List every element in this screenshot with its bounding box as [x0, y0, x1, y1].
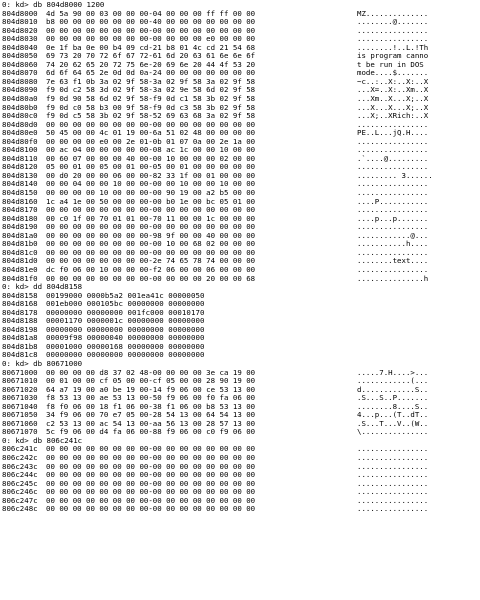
- memory-address: 806c245c: [2, 478, 38, 488]
- hex-bytes: 69 73 20 70 72 6f 67 72-61 6d 20 63 61 6e 6e 6f: [46, 51, 256, 61]
- ascii-column: is program canno: [357, 51, 429, 61]
- ascii-column: .S...S..P.......: [357, 393, 429, 403]
- hex-bytes: 00001000 00000168 00000000 00000000: [46, 341, 205, 351]
- ascii-column: ................: [357, 487, 429, 497]
- memory-address: 804d80b0: [2, 102, 38, 112]
- ascii-column: ................: [357, 34, 429, 44]
- memory-address: 806c244c: [2, 470, 38, 480]
- ascii-column: ................: [357, 495, 429, 505]
- hex-bytes: 34 f9 06 00 70 e7 05 00-28 54 13 00 64 54 13 00: [46, 410, 256, 420]
- memory-address: 806c241c: [2, 444, 38, 454]
- ascii-column: .S...T...V..(W..: [357, 418, 429, 428]
- memory-address: 804d8090: [2, 85, 38, 95]
- hex-bytes: 0e 1f ba 0e 00 b4 09 cd-21 b8 01 4c cd 21 54 68: [46, 42, 256, 52]
- memory-address: 80671070: [2, 427, 38, 437]
- memory-address: 804d8140: [2, 179, 38, 189]
- hex-bytes: 00 00 00 00 d8 37 02 48-00 00 00 00 3e ca 19 00: [46, 367, 256, 377]
- hex-bytes: 00 00 00 00 00 00 00 00-00 00 00 00 00 00 00 00: [46, 444, 256, 454]
- memory-address: 806c248c: [2, 504, 38, 514]
- hex-bytes: 00 00 00 00 00 00 00 00-00 00 00 00 00 00 00 00: [46, 504, 256, 514]
- ascii-column: ~c..:..X:..X:..X: [357, 76, 429, 86]
- ascii-column: 4...p...(T..dT..: [357, 410, 429, 420]
- memory-address: 804d8178: [2, 307, 38, 317]
- memory-address: 804d80a0: [2, 94, 38, 104]
- ascii-column: ........@.......: [357, 17, 429, 27]
- ascii-column: \...............: [357, 427, 429, 437]
- hex-bytes: 00 60 07 00 00 00 40 00-00 10 00 00 00 02 00 00: [46, 153, 256, 163]
- memory-address: 804d8170: [2, 205, 38, 215]
- ascii-column: ................: [357, 444, 429, 454]
- ascii-column: ...X;..XRich:..X: [357, 111, 429, 121]
- hex-bytes: 00 00 00 00 00 00 00 00-00 00 00 00 00 00 00 00: [46, 247, 256, 257]
- hex-bytes: f9 0d c0 58 b3 00 9f 58-f9 0d c3 58 3b 02 9f 58: [46, 102, 256, 112]
- memory-address: 804d8150: [2, 188, 38, 198]
- ascii-column: ................: [357, 25, 429, 35]
- memory-address: 80671020: [2, 384, 38, 394]
- memory-address: 804d80d0: [2, 119, 38, 129]
- ascii-column: ................: [357, 452, 429, 462]
- ascii-column: ................: [357, 247, 429, 257]
- hex-bytes: 00 00 00 00 00 00 00 00-00 00 00 00 00 00 00 00: [46, 495, 256, 505]
- memory-address: 804d81c0: [2, 247, 38, 257]
- memory-address: 804d8100: [2, 145, 38, 155]
- hex-bytes: 00 00 00 00 00 00 00 00-00 00 00 00 e0 00 00 00: [46, 34, 256, 44]
- hex-bytes: 00000000 00000000 00000000 00000000: [46, 324, 205, 334]
- hex-bytes: 00001170 0000001c 00000000 00000000: [46, 316, 205, 326]
- ascii-column: ....P...........: [357, 196, 429, 206]
- memory-address: 804d80e0: [2, 128, 38, 138]
- hex-bytes: 00 00 00 00 00 00 00 00-00 00 00 00 00 00 00 00: [46, 119, 256, 129]
- memory-address: 80671010: [2, 376, 38, 386]
- hex-bytes: 00000000 00000000 00000000 00000000: [46, 350, 205, 360]
- hex-bytes: f8 53 13 00 ae 53 13 00-50 f9 06 00 f0 fa 06 00: [46, 393, 256, 403]
- hex-bytes: 001eb000 000105bc 00000000 00000000: [46, 299, 205, 309]
- ascii-column: mode....$.......: [357, 68, 429, 78]
- ascii-column: PE..L...jQ.H....: [357, 128, 429, 138]
- hex-bytes: b8 00 00 00 00 00 00 00-40 00 00 00 00 00 00 00: [46, 17, 256, 27]
- memory-address: 804d8110: [2, 153, 38, 163]
- memory-address: 804d81a0: [2, 230, 38, 240]
- hex-bytes: f9 0d 90 58 6d 02 9f 58-f9 0d c1 58 3b 02 9f 58: [46, 94, 256, 104]
- hex-bytes: 00 00 00 00 00 00 00 00-00 00 00 00 00 00 00 00: [46, 25, 256, 35]
- memory-address: 804d8158: [2, 290, 38, 300]
- memory-address: 806c246c: [2, 487, 38, 497]
- hex-bytes: 00 d0 20 00 00 06 00 00-82 33 1f 00 01 00 00 00: [46, 170, 256, 180]
- ascii-column: d............S..: [357, 384, 429, 394]
- hex-bytes: 7e 63 f1 0b 3a 02 9f 58-3a 02 9f 58 3a 02 9f 58: [46, 76, 256, 86]
- hex-bytes: 1c a4 1e 00 50 00 00 00-00 b0 1e 00 bc 05 01 00: [46, 196, 256, 206]
- hex-bytes: 4d 5a 90 00 03 00 00 00-04 00 00 00 ff ff 00 00: [46, 8, 256, 18]
- hex-bytes: 05 00 01 00 05 00 01 00-05 00 01 00 00 00 00 00: [46, 162, 256, 172]
- command-line: 0: kd> db 804d8000 1200: [2, 0, 105, 9]
- memory-address: 804d8130: [2, 170, 38, 180]
- memory-address: 804d81c8: [2, 350, 38, 360]
- memory-address: 804d81e0: [2, 264, 38, 274]
- ascii-column: ........8....S..: [357, 401, 429, 411]
- memory-address: 806c242c: [2, 452, 38, 462]
- command-line: 0: kd> db 80671000: [2, 358, 83, 368]
- memory-address: 804d8070: [2, 68, 38, 78]
- hex-bytes: 00 00 00 00 00 00 00 00-98 9f 00 00 40 00 00 00: [46, 230, 256, 240]
- ascii-column: .`....@.........: [357, 153, 429, 163]
- hex-bytes: 00009f98 00000040 00000000 00000000: [46, 333, 205, 343]
- memory-dump-row: [2, 505, 480, 514]
- hex-bytes: 64 a7 19 00 a0 be 19 00-14 f9 06 00 ce 53 13 00: [46, 384, 256, 394]
- memory-address: 804d8060: [2, 59, 38, 69]
- ascii-column: ................: [357, 188, 429, 198]
- command-line: 0: kd> dd 804d8158: [2, 282, 83, 292]
- ascii-column: ................: [357, 145, 429, 155]
- ascii-column: ................: [357, 504, 429, 514]
- hex-bytes: 74 20 62 65 20 72 75 6e-20 69 6e 20 44 4f 53 20: [46, 59, 256, 69]
- hex-bytes: 00000000 00000000 001fc000 00010170: [46, 307, 205, 317]
- ascii-column: ...X...X...X;..X: [357, 102, 429, 112]
- ascii-column: ............@...: [357, 230, 429, 240]
- memory-address: 804d8198: [2, 324, 38, 334]
- hex-bytes: 00 00 00 00 00 00 00 00-00 00 00 00 00 00 00 00: [46, 205, 256, 215]
- memory-address: 804d8040: [2, 42, 38, 52]
- hex-bytes: 00 00 00 00 00 00 00 00-00 00 00 00 00 00 00 00: [46, 222, 256, 232]
- memory-address: 804d8000: [2, 8, 38, 18]
- ascii-column: ............(...: [357, 376, 429, 386]
- memory-address: 804d8160: [2, 196, 38, 206]
- command-line: 0: kd> db 806c241c: [2, 435, 83, 445]
- hex-bytes: 00 00 00 00 00 00 00 00-2e 74 65 78 74 00 00 00: [46, 256, 256, 266]
- ascii-column: ......... 3......: [357, 170, 433, 180]
- memory-address: 804d8080: [2, 76, 38, 86]
- hex-bytes: c2 53 13 00 ac 54 13 00-aa 56 13 00 28 57 13 00: [46, 418, 256, 428]
- memory-address: 804d81f0: [2, 273, 38, 283]
- ascii-column: ................: [357, 478, 429, 488]
- memory-address: 804d81d0: [2, 256, 38, 266]
- hex-bytes: 00 00 00 00 00 00 00 00-00 00 00 00 00 00 00 00: [46, 487, 256, 497]
- hex-bytes: 00 00 00 00 e0 00 2e 01-0b 01 07 0a 00 2e 1a 00: [46, 136, 256, 146]
- memory-address: 804d8168: [2, 299, 38, 309]
- ascii-column: ...Xm..X...X;..X: [357, 94, 429, 104]
- memory-address: 804d8120: [2, 162, 38, 172]
- hex-bytes: 00 00 00 00 00 00 00 00-00 00 00 00 20 00 00 68: [46, 273, 256, 283]
- memory-address: 806c247c: [2, 495, 38, 505]
- memory-address: 804d81a8: [2, 333, 38, 343]
- hex-bytes: 00 00 04 00 00 10 00 00-00 00 10 00 00 10 00 00: [46, 179, 256, 189]
- ascii-column: ................: [357, 264, 429, 274]
- ascii-column: ................: [357, 222, 429, 232]
- ascii-column: ...X=..X:..Xm..X: [357, 85, 429, 95]
- memory-address: 80671000: [2, 367, 38, 377]
- ascii-column: MZ..............: [357, 8, 429, 18]
- ascii-column: ....p...p.......: [357, 213, 429, 223]
- hex-bytes: 5c f9 06 00 d4 fa 06 00-88 f9 06 00 c0 f9 06 00: [46, 427, 256, 437]
- memory-address: 80671030: [2, 393, 38, 403]
- memory-address: 80671060: [2, 418, 38, 428]
- ascii-column: t be run in DOS: [357, 59, 429, 69]
- hex-bytes: 00 00 00 00 10 00 00 00-00 90 19 00 a2 b5 00 00: [46, 188, 256, 198]
- ascii-column: .....7.H....>...: [357, 367, 429, 377]
- memory-address: 806c243c: [2, 461, 38, 471]
- ascii-column: ................: [357, 119, 429, 129]
- hex-bytes: 00 00 00 00 00 00 00 00-00 00 00 00 00 00 00 00: [46, 452, 256, 462]
- hex-bytes: 00 00 00 00 00 00 00 00-00 10 00 68 02 00 00 00: [46, 239, 256, 249]
- hex-bytes: 00 01 00 00 cf 05 00 00-cf 05 00 00 28 90 19 00: [46, 376, 256, 386]
- ascii-column: ................: [357, 470, 429, 480]
- hex-bytes: 00 00 00 00 00 00 00 00-00 00 00 00 00 00 00 00: [46, 478, 256, 488]
- ascii-column: ........!..L.!Th: [357, 42, 429, 52]
- memory-address: 804d8190: [2, 222, 38, 232]
- ascii-column: ................: [357, 461, 429, 471]
- ascii-column: ................: [357, 205, 429, 215]
- hex-bytes: 00 ac 04 00 00 00 00 00-08 ac 1c 00 00 10 00 00: [46, 145, 256, 155]
- hex-bytes: f8 f0 06 00 18 f1 06 00-38 f1 06 00 b8 53 13 00: [46, 401, 256, 411]
- hex-bytes: 00 c0 1f 00 70 01 01 00-70 11 00 00 1c 00 00 00: [46, 213, 256, 223]
- memory-address: 804d8180: [2, 213, 38, 223]
- memory-address: 804d8188: [2, 316, 38, 326]
- hex-bytes: 00199000 0000b5a2 001ea41c 00000050: [46, 290, 205, 300]
- ascii-column: ................: [357, 179, 429, 189]
- hex-bytes: f9 0d c5 58 3b 02 9f 58-52 69 63 68 3a 02 9f 58: [46, 111, 256, 121]
- ascii-column: ................: [357, 136, 429, 146]
- hex-bytes: 50 45 00 00 4c 01 19 00-6a 51 02 48 00 00 00 00: [46, 128, 256, 138]
- memory-address: 80671050: [2, 410, 38, 420]
- memory-address: 804d8050: [2, 51, 38, 61]
- ascii-column: ........text....: [357, 256, 429, 266]
- memory-address: 80671040: [2, 401, 38, 411]
- ascii-column: ...........h....: [357, 239, 429, 249]
- memory-address: 804d80f0: [2, 136, 38, 146]
- ascii-column: ................: [357, 162, 429, 172]
- hex-bytes: f9 0d c2 58 3d 02 9f 58-3a 02 9e 58 6d 02 9f 58: [46, 85, 256, 95]
- memory-address: 804d8010: [2, 17, 38, 27]
- memory-address: 804d8020: [2, 25, 38, 35]
- memory-address: 804d81b8: [2, 341, 38, 351]
- memory-address: 804d8030: [2, 34, 38, 44]
- memory-address: 804d81b0: [2, 239, 38, 249]
- hex-bytes: 00 00 00 00 00 00 00 00-00 00 00 00 00 00 00 00: [46, 470, 256, 480]
- hex-bytes: dc f0 06 00 10 00 00 00-f2 06 00 00 06 00 00 00: [46, 264, 256, 274]
- hex-bytes: 00 00 00 00 00 00 00 00-00 00 00 00 00 00 00 00: [46, 461, 256, 471]
- ascii-column: ...............h: [357, 273, 429, 283]
- hex-bytes: 6d 6f 64 65 2e 0d 0d 0a-24 00 00 00 00 00 00 00: [46, 68, 256, 78]
- memory-address: 804d80c0: [2, 111, 38, 121]
